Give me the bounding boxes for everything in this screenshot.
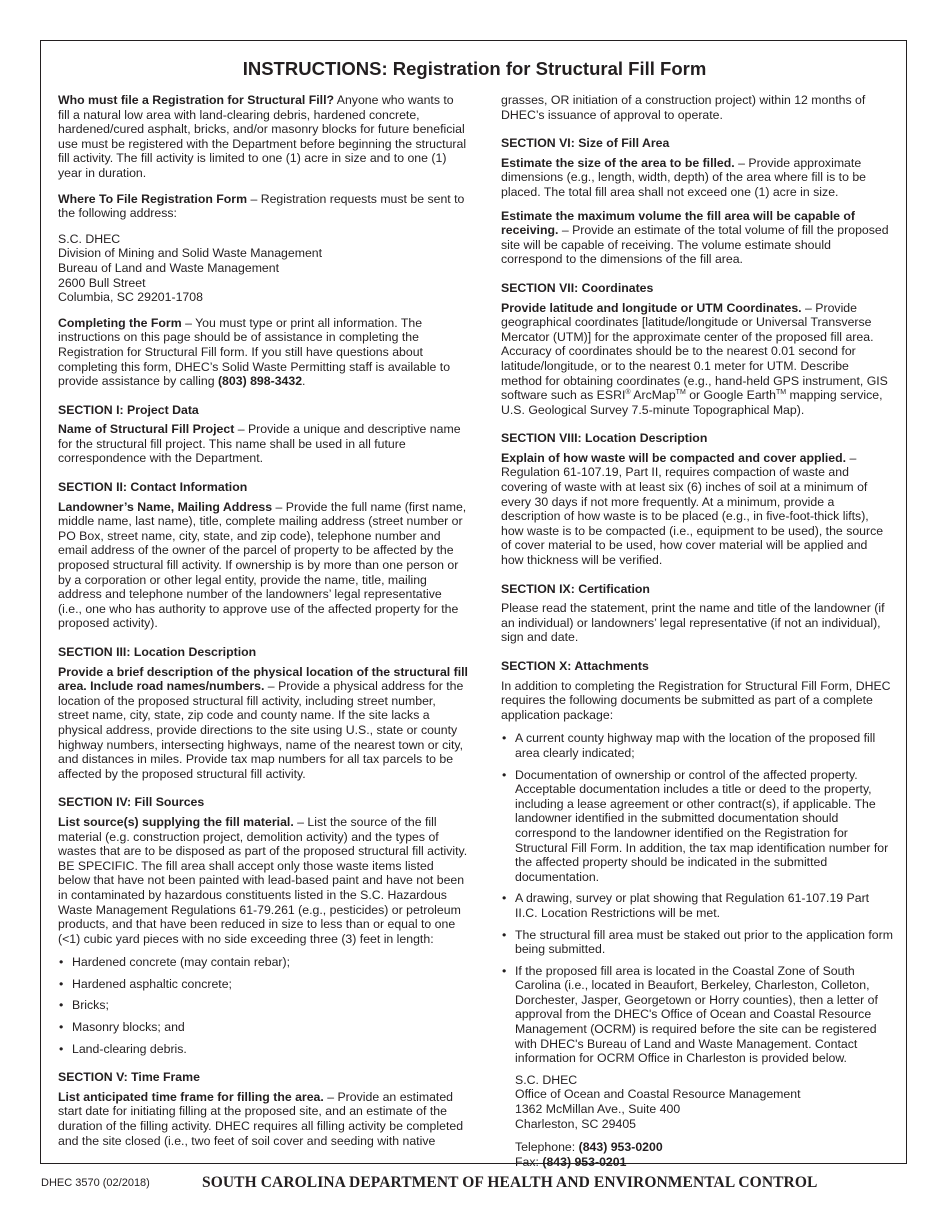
address-line: Office of Ocean and Coastal Resource Management <box>515 1087 801 1102</box>
fax-label: Fax: <box>515 1154 543 1169</box>
registered-mark: ® <box>625 389 631 396</box>
who-text: Anyone who wants to fill a natural low area with land-clearing debris, hardened concrete, hardened/cured asphalt, bricks, and/or masonry blocks for future beneficial use must be registered with the Department before beginning the structural fill activity. The fill activity is limited to one (1) acre in size and to one (1) year in duration. <box>58 93 467 180</box>
address-line: Columbia, SC 29201-1708 <box>58 290 203 305</box>
telephone-number: (843) 953-0200 <box>578 1140 663 1155</box>
telephone-label: Telephone: <box>515 1140 579 1155</box>
list-item: • Land-clearing debris. <box>58 1042 468 1057</box>
address-line: 2600 Bull Street <box>58 275 146 290</box>
section-text: – Provide a unique and descriptive name for the structural fill project. This name shall be used in all future correspondence with the Department. <box>58 422 461 466</box>
address-line: Charleston, SC 29405 <box>515 1116 636 1131</box>
section-lead: Explain of how waste will be compacted and cover applied. <box>501 450 847 465</box>
section-lead: Name of Structural Fill Project <box>58 422 235 437</box>
section-paragraph <box>58 1090 468 1148</box>
completing-text: – You must type or print all information. The instructions on this page should be of assistance in completing the Registration for Structural Fill form. If you still have questions about completing this form, DHEC’s Solid Waste Permitting staff is available to provide assistance by calling <box>58 315 451 389</box>
address-line: S.C. DHEC <box>58 231 121 246</box>
section-paragraph-continued: grasses, OR initiation of a construction project) within 12 months of DHEC’s issuance of approval to operate. <box>501 93 866 122</box>
section-text: – Regulation 61-107.19, Part II, requires compaction of waste and covering of waste with at least six (6) inches of soil at a minimum of every 30 days if not more frequently. At a minimum, provide a description of how waste is to be placed (e.g., in five-foot-thick lifts), how waste is to be compacted (i.e., equipment to be used), the source of cover material to be used, how cover material will be applied and how thickness will be verified. <box>501 450 884 568</box>
who-lead: Who must file a Registration for Structural Fill? <box>58 93 335 107</box>
fax-number: (843) 953-0201 <box>542 1154 627 1169</box>
list-item: • Hardened asphaltic concrete; <box>58 977 468 992</box>
section-heading: SECTION I: Project Data <box>58 402 199 417</box>
section-text: – Provide an estimate of the total volume of fill the proposed site will be capable of receiving. The volume estimate should correspond to the dimensions of the fill area. <box>501 223 889 267</box>
section-paragraph <box>501 301 893 418</box>
ocrm-contact <box>501 1140 893 1169</box>
section-lead: Estimate the maximum volume the fill area will be capable of receiving. <box>501 208 855 238</box>
where-text: – Registration requests must be sent to the following address: <box>58 191 465 221</box>
section-paragraph <box>58 665 468 782</box>
left-column <box>58 93 468 1157</box>
fill-material-list <box>58 955 468 1056</box>
section-heading: SECTION VII: Coordinates <box>501 280 654 295</box>
completing-lead: Completing the Form <box>58 315 182 330</box>
section-lead: Landowner’s Name, Mailing Address <box>58 499 273 514</box>
agency-name: SOUTH CAROLINA DEPARTMENT OF HEALTH AND ENVIRONMENTAL CONTROL <box>202 1174 818 1191</box>
section-paragraph <box>58 422 468 466</box>
section-text: – Provide an estimated start date for initiating filling at the proposed site, and an estimate of the duration of the filling activity. DHEC requires all filling activity be completed and the site closed (i.e., two feet of soil cover and seeding with native <box>58 1089 464 1148</box>
list-item: • A drawing, survey or plat showing that Regulation 61-107.19 Part II.C. Location Restrictions will be met. <box>501 891 893 920</box>
fax-line <box>515 1155 893 1170</box>
section-heading: SECTION III: Location Description <box>58 645 257 659</box>
section-text: ArcMap <box>630 388 676 403</box>
section-heading: SECTION IV: Fill Sources <box>58 795 205 810</box>
section-text: – List the source of the fill material (e.g. construction project, demolition activity) and the types of wastes that are to be disposed as part of the proposed structural fill activity. BE SPECIFIC. The fill area shall accept only those waste items listed below that have not been painted with lead-based paint and have not been in contaminated by hazardous constituents listed in the S.C. Hazardous Waste Management Regulations 61-79.261 (e.g., pesticides) or petroleum products, and that have been reduced in size to less than or equal to one (<1) cubic yard pieces with no side exceeding three (3) feet in length: <box>58 814 468 946</box>
section-text: – Provide the full name (first name, middle name, last name), title, complete mailing address (street number or PO Box, street name, city, state, and zip code), telephone number and email address of the owner of the parcel of property to be affected by the proposed structural fill activity. If ownership is by more than one person or by a corporation or other legal entity, provide the name, title, mailing address and telephone number of the landowners’ legal representative (i.e., one who has authority to approve use of the affected property for the proposed activity). <box>58 499 467 631</box>
dhec-address <box>58 232 468 305</box>
section-heading: SECTION VI: Size of Fill Area <box>501 136 670 151</box>
right-column <box>501 93 893 1169</box>
who-paragraph <box>58 93 468 181</box>
completing-paragraph <box>58 316 468 389</box>
list-item: • A current county highway map with the location of the proposed fill area clearly indicated; <box>501 731 893 760</box>
where-lead: Where To File Registration Form <box>58 191 248 206</box>
address-line: 1362 McMillan Ave., Suite 400 <box>515 1102 681 1117</box>
list-item: • The structural fill area must be staked out prior to the application form being submitted. <box>501 928 893 957</box>
section-heading: SECTION X: Attachments <box>501 659 649 673</box>
section-text: or Google Earth <box>685 388 777 403</box>
list-item: • Masonry blocks; and <box>58 1020 468 1035</box>
punctuation: . <box>302 374 306 389</box>
attachments-list <box>501 731 893 1065</box>
section-paragraph <box>58 500 468 631</box>
section-lead: List anticipated time frame for filling the area. <box>58 1089 324 1104</box>
list-item: • Documentation of ownership or control of the affected property. Acceptable documentation includes a title or deed to the property, including a lease agreement or other contract(s), if applicable. The landowner identified in the submitted documentation should correspond to the landowner identified on the Registration for Structural Fill Form. In addition, the tax map identification number for the affected property should be indicated in the submitted documentation. <box>501 768 893 885</box>
phone-number: (803) 898-3432 <box>217 374 303 389</box>
trademark-mark: TM <box>675 389 686 396</box>
list-item: • Hardened concrete (may contain rebar); <box>58 955 468 970</box>
list-item: • If the proposed fill area is located in the Coastal Zone of South Carolina (i.e., located in Beaufort, Berkeley, Charleston, Colleton, Dorchester, Jasper, Georgetown or Horry counties), then a letter of approval from the DHEC's Office of Ocean and Coastal Resource Management (OCRM) is required before the site can be registered with DHEC's Bureau of Land and Waste Management. Contact information for OCRM Office in Charleston is provided below. <box>501 964 893 1066</box>
section-paragraph <box>501 451 893 568</box>
page-title: INSTRUCTIONS: Registration for Structural Fill Form <box>242 58 707 79</box>
section-heading: SECTION IX: Certification <box>501 581 650 596</box>
section-paragraph <box>58 815 468 946</box>
address-line: Bureau of Land and Waste Management <box>58 260 280 275</box>
section-heading: SECTION II: Contact Information <box>58 480 248 495</box>
section-text: – Provide a physical address for the location of the proposed structural fill activity, including street number, street name, city, state, zip code and county name. If the site lacks a physical address, provide directions to the site using U.S., state or county highway numbers, intersecting highways, name of the nearest town or city, and distances in miles. Provide tax map numbers for all tax parcels to be affected by the proposed structural fill activity. <box>58 679 464 781</box>
section-lead: List source(s) supplying the fill material. <box>58 814 294 829</box>
ocrm-address <box>501 1073 893 1131</box>
section-paragraph: Please read the statement, print the name and title of the landowner (if an individual) or landowners’ legal representative (if not an individual), sign and date. <box>501 601 885 645</box>
address-line: S.C. DHEC <box>515 1072 578 1087</box>
section-text: – Provide approximate dimensions (e.g., length, width, depth) of the area where fill is to be placed. The total fill area shall not exceed one (1) acre in size. <box>501 155 867 199</box>
section-lead: Provide latitude and longitude or UTM Coordinates. <box>501 300 802 315</box>
section-heading: SECTION VIII: Location Description <box>501 431 708 446</box>
address-line: Division of Mining and Solid Waste Management <box>58 246 323 261</box>
section-text: mapping service, U.S. Geological Survey 7.5-minute Topographical Map). <box>501 388 883 417</box>
where-paragraph <box>58 192 468 221</box>
form-code: DHEC 3570 (02/2018) <box>41 1177 150 1189</box>
section-paragraph <box>501 209 893 267</box>
list-item: • Bricks; <box>58 998 468 1013</box>
section-lead: Provide a brief description of the physical location of the structural fill area. Include road names/numbers. <box>58 664 468 694</box>
section-heading: SECTION V: Time Frame <box>58 1070 200 1085</box>
section-paragraph: In addition to completing the Registration for Structural Fill Form, DHEC requires the following documents be submitted as part of a complete application package: <box>501 678 891 722</box>
section-text: – Provide geographical coordinates [latitude/longitude or Universal Transverse Mercator (UTM)] for the approximate center of the proposed fill area. Accuracy of coordinates should be to the nearest 0.01 second for latitude/longitude, or to the nearest 0.1 meter for UTM. Describe method for obtaining coordinates (e.g., hand-held GPS instrument, GIS software such as ESRI <box>501 300 888 403</box>
section-paragraph <box>501 156 893 200</box>
trademark-mark: TM <box>776 389 787 396</box>
section-lead: Estimate the size of the area to be filled. <box>501 155 735 170</box>
telephone-line <box>515 1140 893 1155</box>
